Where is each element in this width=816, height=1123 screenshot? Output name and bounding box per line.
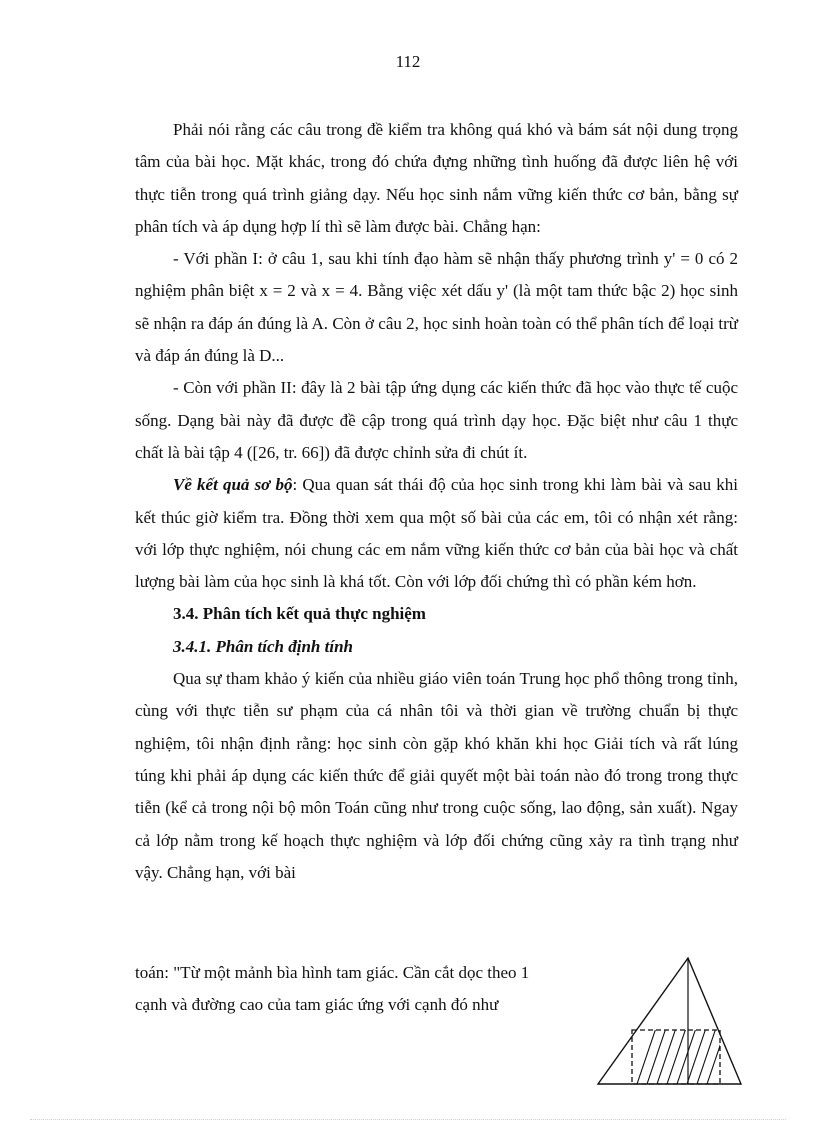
section-heading: 3.4. Phân tích kết quả thực nghiệm (173, 604, 426, 624)
hatch-lines (635, 1025, 727, 1087)
paragraph-4-text: : Qua quan sát thái độ của học sinh trong khi làm bài và sau khi kết thúc giờ kiểm tra. Đồng thời xem qua một số bài của các em, tôi có nhận xét rằng: với lớp thực nghiệm, nói chung các em nắm vững kiến thức cơ bản của bài học và chất lượng bài làm của học sinh là khá tốt. Còn với lớp đối chứng thì có phần kém hơn. (135, 475, 738, 592)
paragraph-6 (135, 957, 590, 1022)
page-number: 112 (395, 52, 421, 71)
paragraph-4-lead: Về kết quả sơ bộ (173, 475, 293, 495)
paragraph-2: - Với phần I: ở câu 1, sau khi tính đạo hàm sẽ nhận thấy phương trình y' = 0 có 2 nghiệm phân biệt x = 2 và x = 4. Bằng việc xét dấu y' (là một tam thức bậc 2) học sinh sẽ nhận ra đáp án đúng là A. Còn ở câu 2, học sinh hoàn toàn có thể phân tích để loại trừ và đáp án đúng là D... (135, 249, 738, 366)
paragraph-4 (135, 469, 738, 598)
paragraph-6-line-2: cạnh và đường cao của tam giác ứng với cạnh đó như (135, 995, 499, 1015)
page-footer-rule (30, 1119, 786, 1120)
paragraph-3: - Còn với phần II: đây là 2 bài tập ứng dụng các kiến thức đã học vào thực tế cuộc sống. Dạng bài này đã được đề cập trong quá trình dạy học. Đặc biệt như câu 1 thực chất là bài tập 4 ([26, tr. 66]) đã được chỉnh sửa đi chút ít. (135, 378, 738, 462)
paragraph-1: Phải nói rằng các câu trong đề kiểm tra không quá khó và bám sát nội dung trọng tâm của bài học. Mặt khác, trong đó chứa đựng những tình huống đã được liên hệ với thực tiễn trong quá trình giảng dạy. Nếu học sinh nắm vững kiến thức cơ bản, bằng sự phân tích và áp dụng hợp lí thì sẽ làm được bài. Chẳng hạn: (135, 120, 738, 236)
paragraph-5: Qua sự tham khảo ý kiến của nhiều giáo viên toán Trung học phổ thông trong tỉnh, cùng với thực tiễn sư phạm của cá nhân tôi và thời gian về trường chuẩn bị thực nghiệm, tôi nhận định rằng: học sinh còn gặp khó khăn khi học Giải tích và rất lúng túng khi phải áp dụng các kiến thức để giải quyết một bài toán nào đó trong trong thực tiễn (kể cả trong nội bộ môn Toán cũng như trong cuộc sống, lao động, sản xuất). Ngay cả lớp nằm trong kế hoạch thực nghiệm và lớp đối chứng cũng xảy ra tình trạng như vậy. Chẳng hạn, với bài (135, 669, 738, 882)
triangle-figure (595, 955, 745, 1087)
paragraph-6-line-1: toán: "Từ một mảnh bìa hình tam giác. Cần cắt dọc theo 1 (135, 963, 530, 982)
document-body (135, 114, 738, 889)
subsection-heading: 3.4.1. Phân tích định tính (173, 636, 353, 656)
